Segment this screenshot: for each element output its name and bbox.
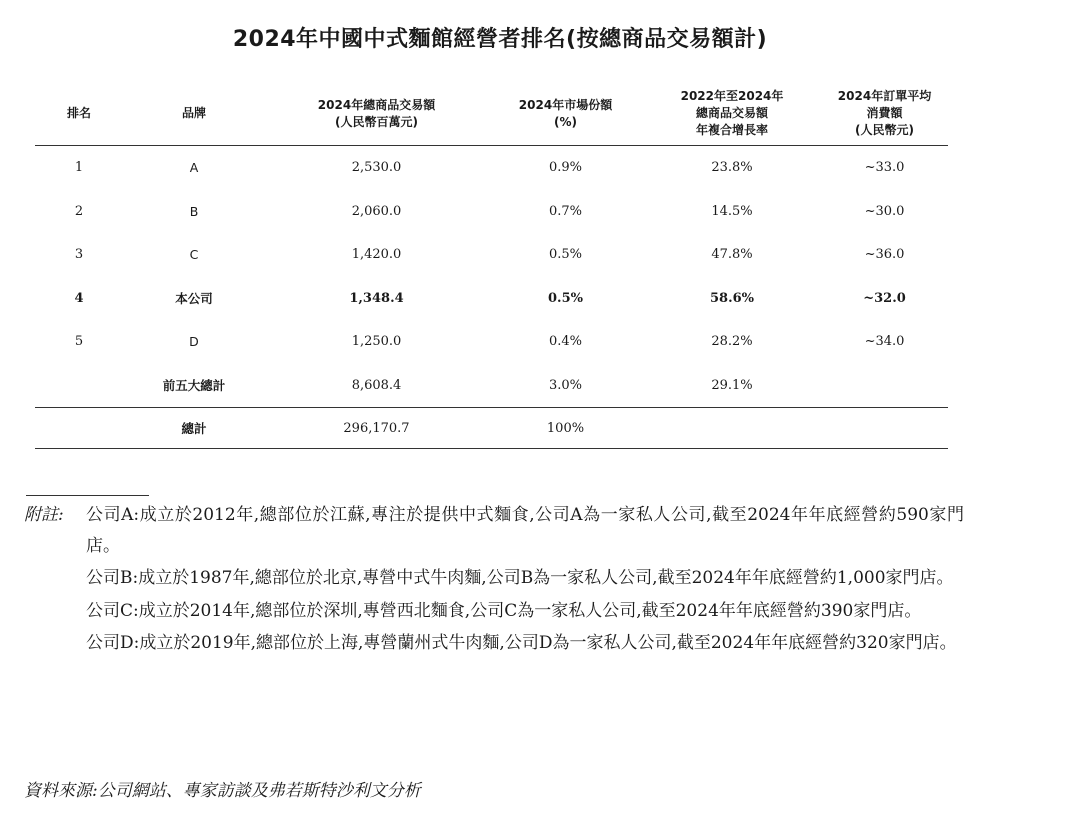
- cell-share: 0.5%: [548, 290, 583, 306]
- cell-rank: 1: [74, 160, 84, 176]
- note-text: 公司C:成立於2014年,總部位於深圳,專營西北麵食,公司C為一家私人公司,截至2024年年底經營約390家門店。: [86, 600, 922, 621]
- cell-top5-label: 前五大總計: [162, 378, 226, 394]
- cell-brand: A: [189, 160, 199, 176]
- cell-avg: ~30.0: [864, 203, 905, 219]
- cell-total-label: 總計: [123, 408, 265, 449]
- cell-share: 0.5%: [548, 247, 583, 263]
- cell-avg-empty: [821, 408, 948, 449]
- table-row-total: [35, 408, 948, 449]
- cell-gmv: 2,530.0: [351, 160, 402, 176]
- cell-cagr-empty: [643, 408, 821, 449]
- table-header-row: [35, 82, 948, 146]
- cell-brand: C: [189, 247, 199, 263]
- cell-cagr: 28.2%: [711, 334, 753, 350]
- page-title: 2024年中國中式麵館經營者排名(按總商品交易額計): [232, 27, 768, 52]
- cell-cagr: 58.6%: [709, 290, 754, 306]
- header-rank: 排名: [35, 82, 123, 146]
- note-text: 公司B:成立於1987年,總部位於北京,專營中式牛肉麵,公司B為一家私人公司,截至2024年年底經營約1,000家門店。: [86, 568, 954, 588]
- cell-gmv: 1,420.0: [351, 247, 402, 263]
- cell-cagr: 14.5%: [711, 203, 753, 219]
- cell-avg-empty: [821, 364, 948, 408]
- cell-brand: 本公司: [175, 291, 213, 307]
- note-text: 公司A:成立於2012年,總部位於江蘇,專注於提供中式麵食,公司A為一家私人公司,截至2024年年底經營約590家門店。: [86, 505, 964, 556]
- cell-gmv: 296,170.7: [265, 408, 488, 449]
- note-item: [24, 563, 974, 594]
- table-row: [35, 320, 948, 364]
- notes-lead: 附註:: [24, 505, 64, 525]
- cell-gmv: 1,348.4: [349, 290, 404, 306]
- cell-cagr: 47.8%: [711, 247, 753, 263]
- table-row: [35, 190, 948, 234]
- cell-rank: 3: [74, 247, 84, 263]
- header-cagr: 2022年至2024年 總商品交易額 年複合增長率: [643, 82, 821, 146]
- header-brand: 品牌: [123, 82, 265, 146]
- cell-brand: D: [189, 334, 199, 350]
- source-note: 資料來源:公司網站、專家訪談及弗若斯特沙利文分析: [24, 781, 421, 801]
- cell-share: 100%: [488, 408, 643, 449]
- cell-gmv: 2,060.0: [351, 203, 402, 219]
- cell-rank: 4: [74, 290, 84, 306]
- cell-rank: 2: [74, 203, 84, 219]
- table-row-top5: [35, 364, 948, 408]
- ranking-table: [35, 82, 948, 449]
- cell-avg: ~33.0: [864, 160, 905, 176]
- cell-share: 0.7%: [548, 203, 583, 219]
- table-row-highlight: [35, 277, 948, 321]
- cell-gmv: 1,250.0: [351, 334, 402, 350]
- footnote-rule: [26, 495, 149, 496]
- cell-cagr: 29.1%: [711, 377, 753, 393]
- table-row: [35, 146, 948, 190]
- cell-avg: ~36.0: [864, 247, 905, 263]
- header-avg-spend: 2024年訂單平均 消費額 (人民幣元): [821, 82, 948, 146]
- cell-share: 3.0%: [548, 377, 583, 393]
- cell-rank-empty: [35, 408, 123, 449]
- note-item: [24, 628, 974, 659]
- cell-share: 0.4%: [548, 334, 583, 350]
- cell-rank: 5: [74, 334, 84, 350]
- cell-brand: B: [189, 203, 199, 219]
- note-item: [24, 596, 974, 627]
- header-gmv: 2024年總商品交易額 (人民幣百萬元): [265, 82, 488, 146]
- table-row: [35, 233, 948, 277]
- cell-gmv: 8,608.4: [351, 377, 402, 393]
- cell-share: 0.9%: [548, 160, 583, 176]
- note-text: 公司D:成立於2019年,總部位於上海,專營蘭州式牛肉麵,公司D為一家私人公司,截至2024年年底經營約320家門店。: [86, 633, 957, 653]
- note-item: [24, 500, 974, 561]
- cell-cagr: 23.8%: [711, 160, 753, 176]
- cell-avg: ~34.0: [864, 334, 905, 350]
- header-market-share: 2024年市場份額 (%): [488, 82, 643, 146]
- notes-section: [24, 500, 974, 659]
- cell-avg: ~32.0: [863, 290, 906, 306]
- cell-rank-empty: [35, 364, 123, 408]
